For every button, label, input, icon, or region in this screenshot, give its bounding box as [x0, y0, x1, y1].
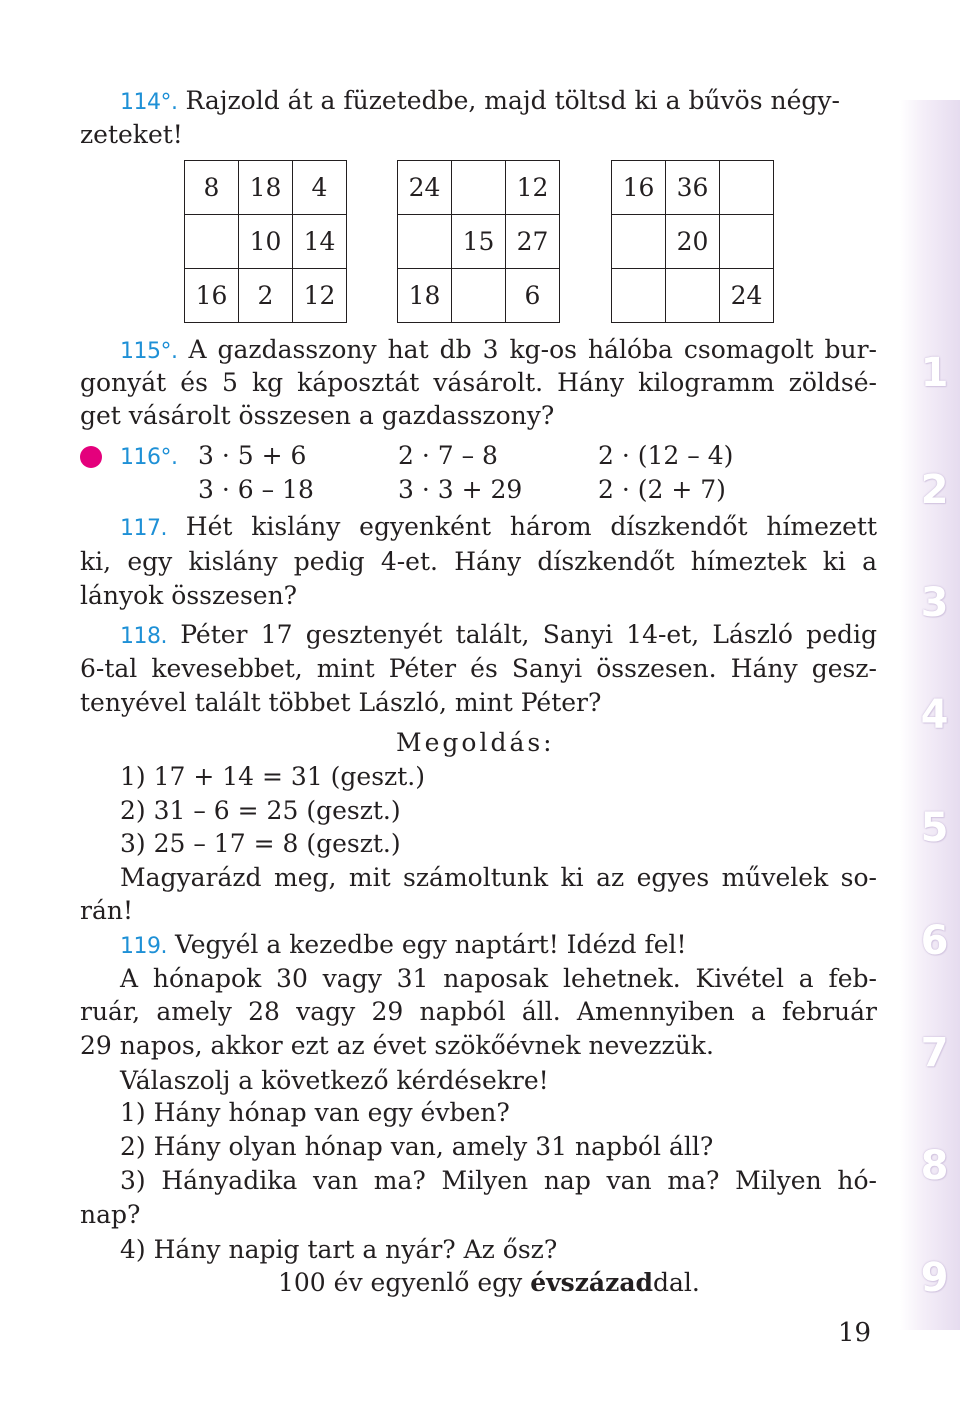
exercise-number: 115°. [120, 339, 178, 364]
expression: 2 · (2 + 7) [598, 475, 726, 504]
sidebar-number: 3 [920, 580, 949, 626]
question: 2) Hány olyan hónap van, amely 31 napból áll? [120, 1132, 714, 1161]
question-continued: nap? [80, 1200, 141, 1229]
grid-cell: 18 [398, 269, 452, 323]
exercise-119-line-4: 29 napos, akkor ezt az évet szökőévnek nevezzük. [80, 1031, 714, 1060]
grid-cell: 36 [666, 161, 720, 215]
grid-cell: 2 [239, 269, 293, 323]
exercise-number: 116°. [120, 445, 178, 470]
grid-cell: 15 [452, 215, 506, 269]
exercise-117-line-3: lányok összesen? [80, 581, 298, 610]
expression: 3 · 6 – 18 [198, 475, 314, 504]
question: 4) Hány napig tart a nyár? Az ősz? [120, 1235, 558, 1264]
expression: 2 · 7 – 8 [398, 441, 498, 470]
solution-title: Megoldás: [396, 728, 555, 757]
expression: 3 · 5 + 6 [198, 441, 307, 470]
grid-cell: 20 [666, 215, 720, 269]
magic-square-3 [611, 160, 774, 323]
grid-cell [720, 215, 774, 269]
grid-cell: 27 [506, 215, 560, 269]
fact-line: 100 év egyenlő egy évszázaddal. [278, 1268, 700, 1297]
difficulty-bullet-icon [80, 446, 102, 468]
exercise-119-line-2: A hónapok 30 vagy 31 naposak lehetnek. Kivétel a feb- [120, 964, 877, 993]
sidebar-number: 9 [920, 1255, 949, 1301]
grid-cell: 16 [185, 269, 239, 323]
sidebar-number: 7 [920, 1030, 949, 1076]
exercise-117-line-2: ki, egy kislány pedig 4-et. Hány díszkendőt hímeztek ki a [80, 547, 877, 576]
sidebar-number: 6 [920, 918, 949, 964]
grid-cell [452, 161, 506, 215]
sidebar-number: 1 [920, 350, 949, 396]
exercise-118-line-4: Magyarázd meg, mit számoltunk ki az egyes művelek so- [120, 863, 877, 892]
grid-cell: 4 [293, 161, 347, 215]
exercise-number: 119. [120, 934, 167, 959]
grid-cell [612, 215, 666, 269]
grid-cell: 18 [239, 161, 293, 215]
magic-square-1 [184, 160, 347, 323]
grid-cell [612, 269, 666, 323]
grid-cell: 6 [506, 269, 560, 323]
exercise-118-line-1: 118. Péter 17 gesztenyét talált, Sanyi 14-et, László pedig [120, 620, 877, 649]
grid-cell: 24 [398, 161, 452, 215]
exercise-115-line-2: gonyát és 5 kg káposztát vásárolt. Hány kilogramm zöldsé- [80, 368, 877, 397]
exercise-number: 114°. [120, 90, 178, 115]
sidebar-number: 5 [920, 805, 949, 851]
solution-step: 3) 25 – 17 = 8 (geszt.) [120, 829, 401, 858]
sidebar-number: 2 [920, 467, 949, 513]
page-number: 19 [838, 1318, 872, 1348]
exercise-119-line-3: ruár, amely 28 vagy 29 napból áll. Amennyiben a február [80, 997, 877, 1026]
grid-cell [398, 215, 452, 269]
question: 1) Hány hónap van egy évben? [120, 1098, 510, 1127]
expression: 2 · (12 – 4) [598, 441, 734, 470]
grid-cell: 8 [185, 161, 239, 215]
exercise-119-line-1: 119. Vegyél a kezedbe egy naptárt! Idézd fel! [120, 930, 687, 959]
question: 3) Hányadika van ma? Milyen nap van ma? Milyen hó- [120, 1166, 877, 1195]
grid-cell [666, 269, 720, 323]
grid-cell [720, 161, 774, 215]
exercise-118-line-5: rán! [80, 896, 134, 925]
expression: 3 · 3 + 29 [398, 475, 523, 504]
exercise-115-line-3: get vásárolt összesen a gazdasszony? [80, 401, 555, 430]
exercise-117-line-1: 117. Hét kislány egyenként három díszkendőt hímezett [120, 512, 877, 541]
exercise-115-line-1: 115°. A gazdasszony hat db 3 kg-os hálóba csomagolt bur- [120, 335, 877, 364]
grid-cell: 16 [612, 161, 666, 215]
magic-square-2 [397, 160, 560, 323]
grid-cell [185, 215, 239, 269]
grid-cell: 24 [720, 269, 774, 323]
sidebar-number: 4 [920, 692, 949, 738]
exercise-114-line-2: zeteket! [80, 120, 183, 149]
exercise-119-line-5: Válaszolj a következő kérdésekre! [120, 1066, 549, 1095]
exercise-114-line-1: 114°. Rajzold át a füzetedbe, majd töltsd ki a bűvös négy- [120, 86, 840, 115]
exercise-118-line-3: tenyével talált többet László, mint Péter? [80, 688, 602, 717]
exercise-number: 118. [120, 624, 167, 649]
grid-cell: 12 [506, 161, 560, 215]
grid-cell: 14 [293, 215, 347, 269]
grid-cell: 10 [239, 215, 293, 269]
exercise-118-line-2: 6-tal kevesebbet, mint Péter és Sanyi összesen. Hány gesz- [80, 654, 877, 683]
solution-step: 1) 17 + 14 = 31 (geszt.) [120, 762, 425, 791]
solution-step: 2) 31 – 6 = 25 (geszt.) [120, 796, 401, 825]
grid-cell [452, 269, 506, 323]
sidebar-number: 8 [920, 1143, 949, 1189]
grid-cell: 12 [293, 269, 347, 323]
exercise-number: 117. [120, 516, 167, 541]
